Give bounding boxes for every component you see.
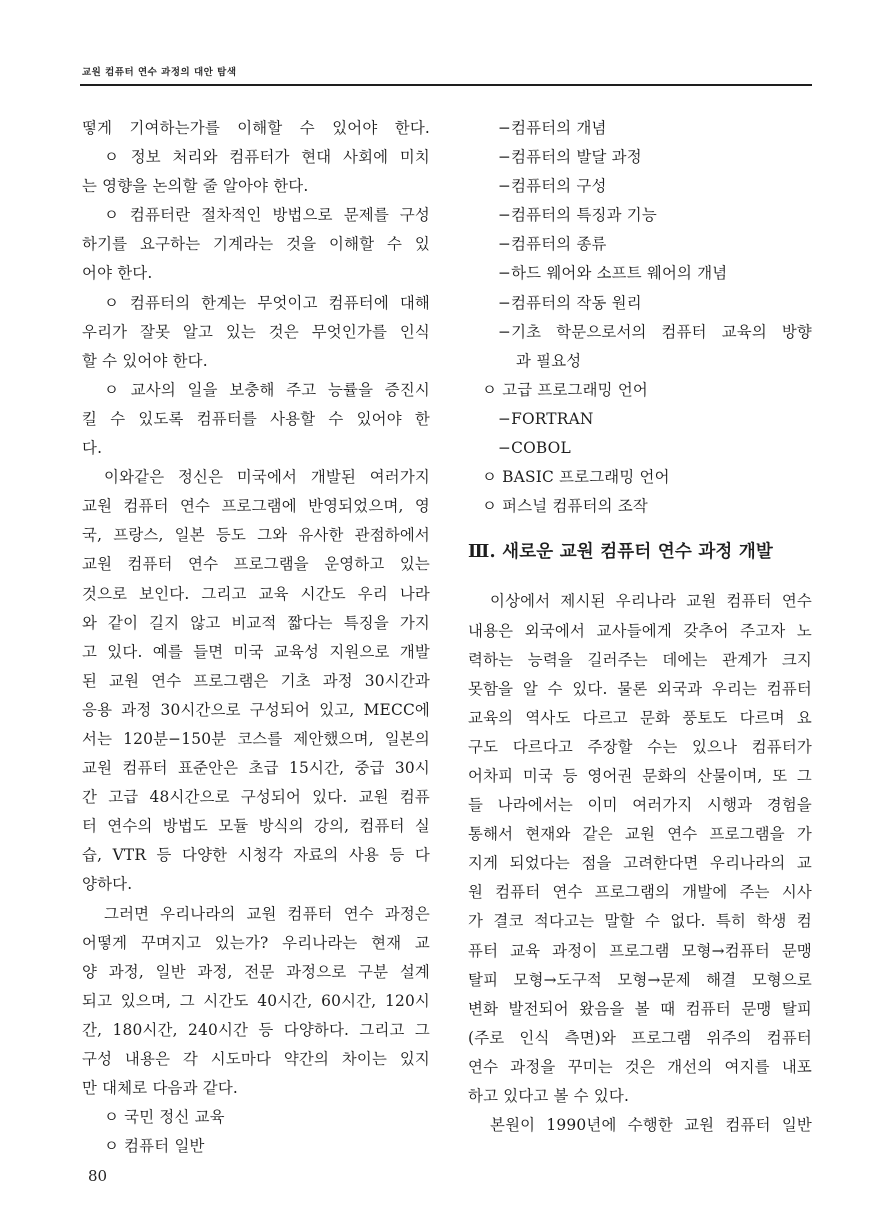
text-line: 통해서 현재와 같은 교원 연수 프로그램을 가: [468, 825, 812, 844]
text-line: 다.: [82, 439, 103, 458]
dash-item: −컴퓨터의 구성: [498, 177, 607, 196]
dash-item: −COBOL: [498, 439, 571, 458]
text-line: 교원 컴퓨터 표준안은 초급 15시간, 중급 30시: [82, 759, 430, 778]
text-line: 지게 되었다는 점을 고려한다면 우리나라의 교: [468, 854, 812, 873]
left-column: [82, 114, 430, 1161]
section-heading: Ⅲ. 새로운 교원 컴퓨터 연수 과정 개발: [468, 542, 774, 563]
text-line: 어야 한다.: [82, 264, 153, 283]
text-line: 간, 180시간, 240시간 등 다양하다. 그리고 그: [82, 1020, 430, 1039]
text-line: 고 있다. 예를 들면 미국 교육성 지원으로 개발: [82, 642, 430, 661]
text-line: 들 나라에서는 이미 여러가지 시행과 경험을: [468, 796, 812, 815]
text-line: 응용 과정 30시간으로 구성되어 있고, MECC에: [82, 700, 430, 719]
bullet-line: ㅇ 고급 프로그래밍 언어: [482, 380, 648, 399]
dash-item: −컴퓨터의 발달 과정: [498, 148, 642, 167]
text-line: 할 수 있어야 한다.: [82, 351, 208, 370]
text-line: 구성 내용은 각 시도마다 약간의 차이는 있지: [82, 1050, 430, 1068]
dash-item: −컴퓨터의 종류: [498, 235, 607, 254]
text-line: 만 대체로 다음과 같다.: [82, 1079, 238, 1098]
dash-item: −FORTRAN: [498, 409, 594, 428]
text-line: 내용은 외국에서 교사들에게 갖추어 주고자 노: [468, 621, 812, 640]
text-line: 되고 있으며, 그 시간도 40시간, 60시간, 120시: [82, 991, 430, 1010]
text-line: 것으로 보인다. 그리고 교육 시간도 우리 나라: [82, 584, 430, 603]
bullet-line: ㅇ 컴퓨터의 한계는 무엇이고 컴퓨터에 대해: [104, 293, 430, 312]
dash-item: −컴퓨터의 작동 원리: [498, 293, 642, 312]
dash-item: −기초 학문으로서의 컴퓨터 교육의 방향: [498, 322, 812, 341]
dash-item-continuation: 과 필요성: [516, 351, 582, 370]
text-line: 는 영향을 논의할 줄 알아야 한다.: [82, 177, 309, 196]
text-line: (주로 인식 측면)와 프로그램 위주의 컴퓨터: [468, 1028, 812, 1047]
text-line: 구도 다르다고 주장할 수는 있으나 컴퓨터가: [468, 737, 812, 756]
text-line: 국, 프랑스, 일본 등도 그와 유사한 관점하에서: [82, 526, 430, 545]
text-line: 양하다.: [82, 875, 133, 894]
text-line: 교원 컴퓨터 연수 프로그램에 반영되었으며, 영: [82, 497, 430, 516]
paragraph-start: 이상에서 제시된 우리나라 교원 컴퓨터 연수: [490, 592, 812, 611]
text-line: 어떻게 꾸며지고 있는가? 우리나라는 현재 교: [82, 933, 430, 952]
bullet-line: ㅇ 국민 정신 교육: [104, 1108, 225, 1127]
paragraph-start: 그러면 우리나라의 교원 컴퓨터 연수 과정은: [104, 904, 430, 923]
text-line: 교원 컴퓨터 연수 프로그램을 운영하고 있는: [82, 555, 430, 574]
text-line: 양 과정, 일반 과정, 전문 과정으로 구분 설계: [82, 962, 430, 981]
text-line: 퓨터 교육 과정이 프로그램 모형→컴퓨터 문맹: [468, 941, 812, 960]
bullet-line: ㅇ BASIC 프로그래밍 언어: [482, 468, 670, 487]
dash-item: −컴퓨터의 특징과 기능: [498, 206, 657, 225]
bullet-line: ㅇ 컴퓨터 일반: [104, 1137, 205, 1156]
text-line: 연수 과정을 꾸미는 것은 개선의 여지를 내포: [468, 1057, 812, 1076]
text-line: 못함을 알 수 있다. 물론 외국과 우리는 컴퓨터: [468, 679, 812, 698]
text-line: 하고 있다고 볼 수 있다.: [468, 1087, 630, 1105]
bullet-line: ㅇ 퍼스널 컴퓨터의 조작: [482, 497, 648, 516]
text-line: 력하는 능력을 길러주는 데에는 관계가 크지: [468, 650, 812, 669]
text-line: 가 결코 적다고는 말할 수 없다. 특히 학생 컴: [468, 912, 812, 931]
header-rule: [80, 84, 812, 86]
text-line: 터 연수의 방법도 모듈 방식의 강의, 컴퓨터 실: [82, 817, 430, 836]
page-number: 80: [88, 1167, 108, 1185]
text-line: 습, VTR 등 다양한 시청각 자료의 사용 등 다: [82, 846, 430, 865]
text-line: 와 같이 길지 않고 비교적 짧다는 특징을 가지: [82, 613, 430, 632]
text-line: 하기를 요구하는 기계라는 것을 이해할 수 있: [82, 235, 430, 254]
bullet-line: ㅇ 정보 처리와 컴퓨터가 현대 사회에 미치: [104, 148, 430, 167]
right-column: [468, 114, 812, 1140]
bullet-line: ㅇ 교사의 일을 보충해 주고 능률을 증진시: [104, 380, 430, 399]
text-line: 된 교원 연수 프로그램은 기초 과정 30시간과: [82, 671, 430, 690]
text-line: 교육의 역사도 다르고 문화 풍토도 다르며 요: [468, 708, 812, 727]
dash-item: −컴퓨터의 개념: [498, 119, 607, 137]
text-line: 변화 발전되어 왔음을 볼 때 컴퓨터 문맹 탈피: [468, 999, 812, 1018]
paragraph-start: 이와같은 정신은 미국에서 개발된 여러가지: [104, 468, 430, 487]
text-line: 원 컴퓨터 연수 프로그램의 개발에 주는 시사: [468, 883, 812, 902]
text-line: 탈피 모형→도구적 모형→문제 해결 모형으로: [468, 970, 812, 989]
paragraph-start: 본원이 1990년에 수행한 교원 컴퓨터 일반: [490, 1116, 812, 1135]
text-line: 어차피 미국 등 영어권 문화의 산물이며, 또 그: [468, 766, 812, 785]
text-line: 서는 120분−150분 코스를 제안했으며, 일본의: [82, 729, 430, 748]
text-line: 킬 수 있도록 컴퓨터를 사용할 수 있어야 한: [82, 409, 430, 428]
running-title: 교원 컴퓨터 연수 과정의 대안 탐색: [82, 67, 237, 78]
bullet-line: ㅇ 컴퓨터란 절차적인 방법으로 문제를 구성: [104, 206, 430, 225]
dash-item: −하드 웨어와 소프트 웨어의 개념: [498, 264, 728, 283]
text-line: 우리가 잘못 알고 있는 것은 무엇인가를 인식: [82, 322, 430, 341]
text-line: 떻게 기여하는가를 이해할 수 있어야 한다.: [82, 119, 430, 137]
text-line: 간 고급 48시간으로 구성되어 있다. 교원 컴퓨: [82, 788, 430, 807]
